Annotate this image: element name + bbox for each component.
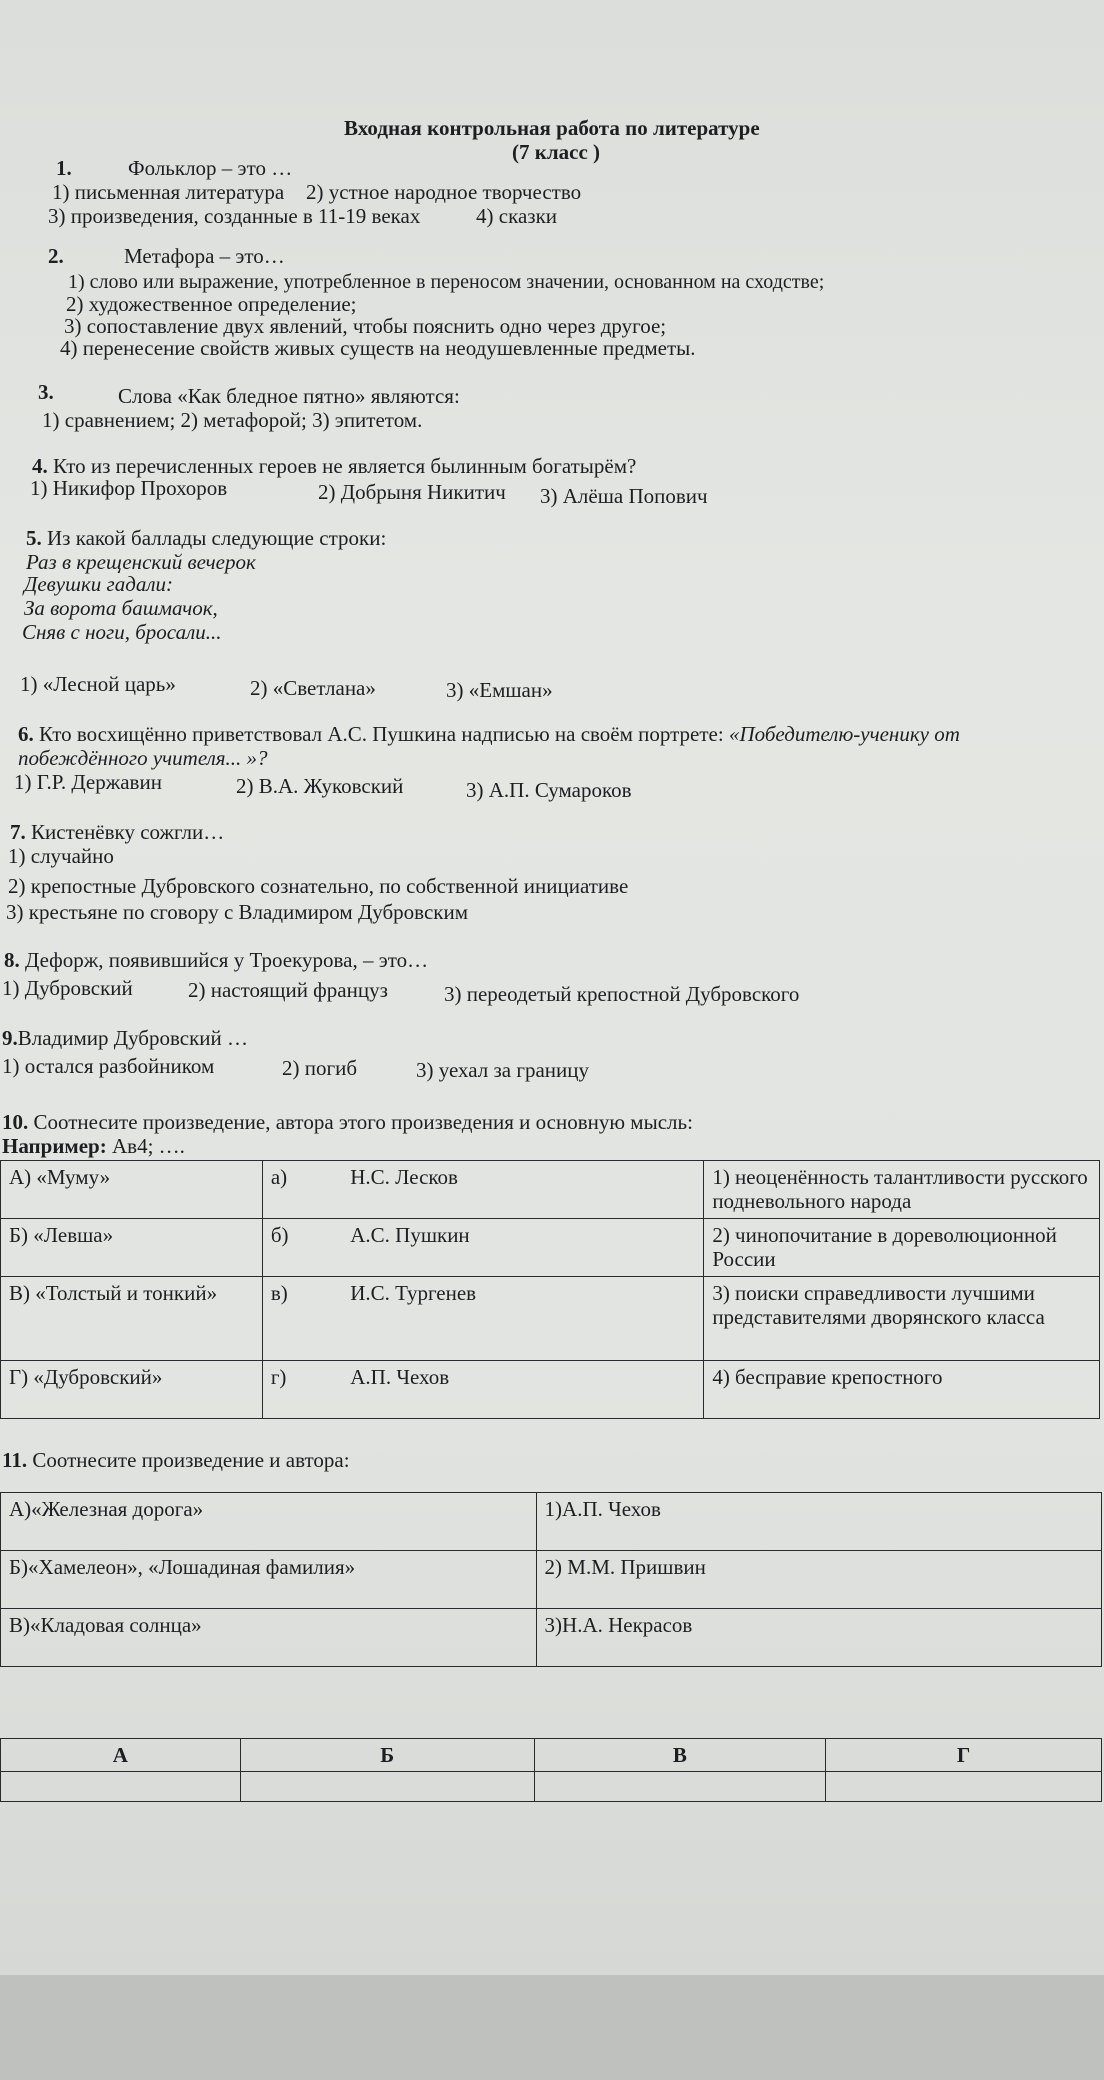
q10-author-c: И.С. Тургенев xyxy=(342,1277,704,1361)
q10-idea-2: 2) чинопочитание в дореволюционной России xyxy=(704,1219,1100,1277)
q6-quote-1: «Победителю-ученику от xyxy=(728,722,960,746)
q1-option-2: 2) устное народное творчество xyxy=(306,180,582,204)
q10-work-a: А) «Муму» xyxy=(1,1161,263,1219)
q11-work-a: А)«Железная дорога» xyxy=(1,1493,537,1551)
answer-header-d: Г xyxy=(826,1739,1102,1772)
q10-idea-1: 1) неоценённость талантливости русского подневольного народа xyxy=(704,1161,1100,1219)
q10-question xyxy=(2,1110,693,1134)
q10-example xyxy=(2,1134,185,1158)
q10-work-d: Г) «Дубровский» xyxy=(1,1361,263,1419)
q8-question xyxy=(4,948,428,972)
q11-work-c: В)«Кладовая солнца» xyxy=(1,1609,537,1667)
q6-number: 6. xyxy=(18,722,34,746)
q6-option-1: 1) Г.Р. Державин xyxy=(14,770,162,794)
answer-header-b: Б xyxy=(240,1739,534,1772)
q9-option-2: 2) погиб xyxy=(282,1056,358,1080)
answer-header-c: В xyxy=(534,1739,826,1772)
table-row xyxy=(1,1551,1102,1609)
q9-option-1: 1) остался разбойником xyxy=(2,1054,215,1078)
q4-option-1: 1) Никифор Прохоров xyxy=(30,476,228,500)
q8-option-3: 3) переодетый крепостной Дубровского xyxy=(444,982,800,1006)
q5-option-2: 2) «Светлана» xyxy=(250,676,376,700)
q2-option-1: 1) слово или выражение, употребленное в переносом значении, основанном на сходстве; xyxy=(68,271,825,293)
table-row xyxy=(1,1361,1100,1419)
q10-table xyxy=(0,1160,1100,1419)
answer-header-a: А xyxy=(1,1739,241,1772)
q11-text: Соотнесите произведение и автора: xyxy=(32,1448,350,1472)
q2-option-3: 3) сопоставление двух явлений, чтобы пояснить одно через другое; xyxy=(64,314,667,338)
q6-text: Кто восхищённо приветствовал А.С. Пушкина надписью на своём портрете: xyxy=(39,722,724,746)
answer-table xyxy=(0,1738,1102,1802)
q4-option-3: 3) Алёша Попович xyxy=(540,484,708,508)
q10-letter-d: г) xyxy=(262,1361,342,1419)
q6-option-2: 2) В.А. Жуковский xyxy=(236,774,404,798)
q6-question xyxy=(18,722,960,746)
q4-number: 4. xyxy=(32,454,48,478)
q2-number: 2. xyxy=(48,244,64,268)
q10-idea-3: 3) поиски справедливости лучшими представителями дворянского класса xyxy=(704,1277,1100,1361)
q10-work-c: В) «Толстый и тонкий» xyxy=(1,1277,263,1361)
q5-verse-3: За ворота башмачок, xyxy=(24,596,218,620)
q11-work-b: Б)«Хамелеон», «Лошадиная фамилия» xyxy=(1,1551,537,1609)
q2-option-4: 4) перенесение свойств живых существ на неодушевленные предметы. xyxy=(60,336,696,360)
q7-option-3: 3) крестьяне по сговору с Владимиром Дубровским xyxy=(6,900,469,924)
q10-text: Соотнесите произведение, автора этого произведения и основную мысль: xyxy=(33,1110,693,1134)
q6-quote-2: побеждённого учителя... »? xyxy=(18,746,268,770)
table-row xyxy=(1,1219,1100,1277)
q5-option-3: 3) «Емшан» xyxy=(446,678,553,702)
q11-table xyxy=(0,1492,1102,1667)
q5-question xyxy=(26,526,386,550)
q3-options: 1) сравнением; 2) метафорой; 3) эпитетом. xyxy=(42,408,423,432)
q4-text: Кто из перечисленных героев не является былинным богатырём? xyxy=(53,454,637,478)
q5-number: 5. xyxy=(26,526,42,550)
q10-author-d: А.П. Чехов xyxy=(342,1361,704,1419)
q1-option-1: 1) письменная литература xyxy=(52,180,285,204)
q10-letter-c: в) xyxy=(262,1277,342,1361)
q11-question xyxy=(2,1448,350,1472)
q5-text: Из какой баллады следующие строки: xyxy=(47,526,387,550)
q2-option-2: 2) художественное определение; xyxy=(66,292,357,316)
q7-question xyxy=(10,820,224,844)
q1-text: Фольклор – это … xyxy=(128,156,293,180)
q11-author-3: 3)Н.А. Некрасов xyxy=(536,1609,1101,1667)
q9-text: Владимир Дубровский … xyxy=(17,1026,249,1050)
page-title: Входная контрольная работа по литературе xyxy=(344,116,760,140)
table-row xyxy=(1,1772,1102,1802)
q7-option-2: 2) крепостные Дубровского сознательно, по собственной инициативе xyxy=(8,874,629,898)
q1-option-3: 3) произведения, созданные в 11-19 веках xyxy=(48,204,421,228)
q7-text: Кистенёвку сожгли… xyxy=(31,820,225,844)
q3-text: Слова «Как бледное пятно» являются: xyxy=(118,384,460,408)
q5-option-1: 1) «Лесной царь» xyxy=(20,672,176,696)
q5-verse-4: Сняв с ноги, бросали... xyxy=(22,620,222,644)
answer-cell-a[interactable] xyxy=(1,1772,241,1802)
q9-option-3: 3) уехал за границу xyxy=(416,1058,589,1082)
q7-number: 7. xyxy=(10,820,26,844)
q8-number: 8. xyxy=(4,948,20,972)
q8-option-2: 2) настоящий француз xyxy=(188,978,388,1002)
answer-cell-c[interactable] xyxy=(534,1772,826,1802)
desk-surface xyxy=(0,1975,1104,2080)
q10-work-b: Б) «Левша» xyxy=(1,1219,263,1277)
q10-example-label: Например: xyxy=(2,1134,107,1158)
q3-number: 3. xyxy=(38,380,54,404)
q6-option-3: 3) А.П. Сумароков xyxy=(466,778,632,802)
q10-author-b: А.С. Пушкин xyxy=(342,1219,704,1277)
q9-question xyxy=(2,1026,248,1050)
q8-option-1: 1) Дубровский xyxy=(2,976,133,1000)
q5-verse-2: Девушки гадали: xyxy=(24,572,174,596)
q4-option-2: 2) Добрыня Никитич xyxy=(318,480,506,504)
q4-question xyxy=(32,454,636,478)
table-row xyxy=(1,1277,1100,1361)
q1-number: 1. xyxy=(56,156,72,180)
q11-number: 11. xyxy=(2,1448,28,1472)
table-row xyxy=(1,1739,1102,1772)
q10-letter-b: б) xyxy=(262,1219,342,1277)
answer-cell-d[interactable] xyxy=(826,1772,1102,1802)
table-row xyxy=(1,1161,1100,1219)
q5-verse-1: Раз в крещенский вечерок xyxy=(26,550,256,574)
table-row xyxy=(1,1493,1102,1551)
q10-author-a: Н.С. Лесков xyxy=(342,1161,704,1219)
q10-letter-a: а) xyxy=(262,1161,342,1219)
q11-author-2: 2) М.М. Пришвин xyxy=(536,1551,1101,1609)
q2-text: Метафора – это… xyxy=(124,244,285,268)
q9-number: 9. xyxy=(2,1026,18,1050)
q1-option-4: 4) сказки xyxy=(476,204,558,228)
table-row xyxy=(1,1609,1102,1667)
q10-example-value: Ав4; …. xyxy=(111,1134,185,1158)
answer-cell-b[interactable] xyxy=(240,1772,534,1802)
page-subtitle: (7 класс ) xyxy=(512,140,601,164)
q10-idea-4: 4) бесправие крепостного xyxy=(704,1361,1100,1419)
q10-number: 10. xyxy=(2,1110,29,1134)
q7-option-1: 1) случайно xyxy=(8,844,114,868)
q8-text: Дефорж, появившийся у Троекурова, – это… xyxy=(25,948,429,972)
q11-author-1: 1)А.П. Чехов xyxy=(536,1493,1101,1551)
